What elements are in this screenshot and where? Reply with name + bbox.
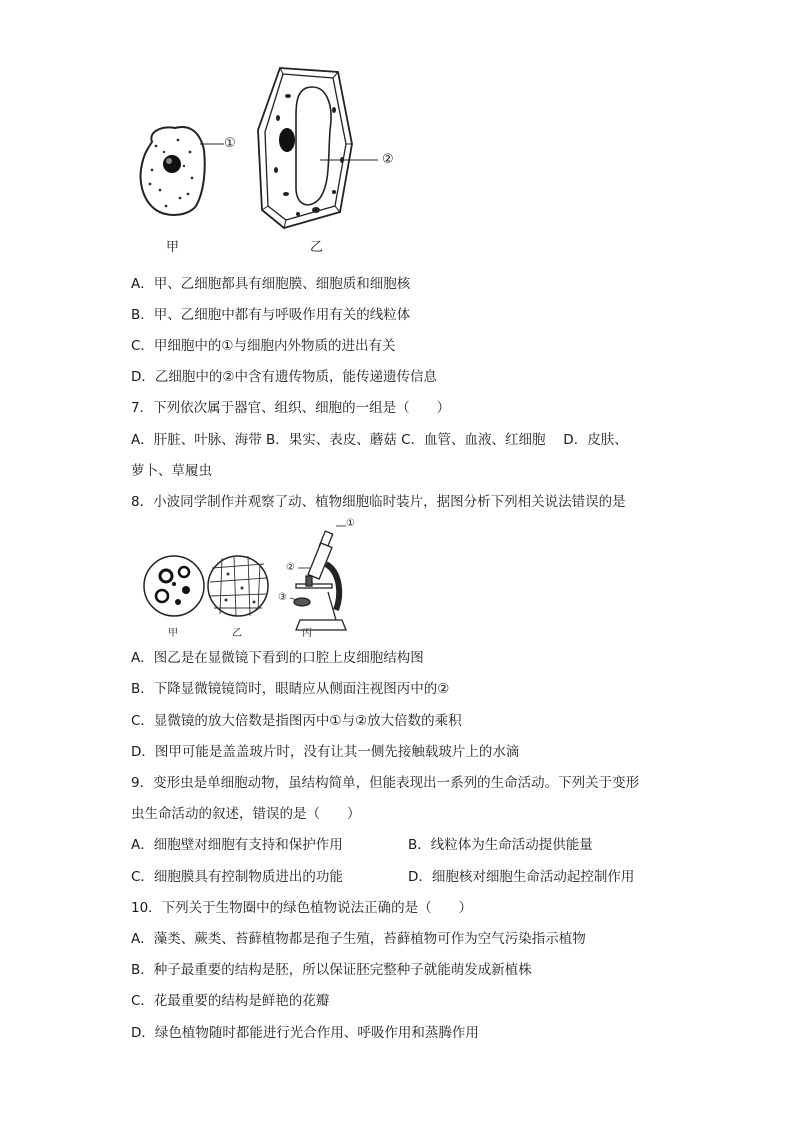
mic-marker-1: ① bbox=[346, 518, 355, 529]
q8-option-d: D．图甲可能是盖盖玻片时，没有让其一侧先接触载玻片上的水滴 bbox=[131, 744, 520, 760]
q9-stem-line1: 9．变形虫是单细胞动物，虽结构简单，但能表现出一系列的生命活动。下列关于变形 bbox=[131, 775, 640, 791]
fig-label-yi: 乙 bbox=[232, 628, 242, 639]
q8-option-a: A．图乙是在显微镜下看到的口腔上皮细胞结构图 bbox=[131, 650, 424, 666]
label-yi: 乙 bbox=[310, 240, 324, 255]
cell-figure bbox=[120, 60, 420, 260]
q9-option-a: A．细胞壁对细胞有支持和保护作用 bbox=[131, 837, 343, 853]
q10-option-d: D．绿色植物随时都能进行光合作用、呼吸作用和蒸腾作用 bbox=[131, 1025, 479, 1041]
q6-option-c: C．甲细胞中的①与细胞内外物质的进出有关 bbox=[131, 338, 396, 354]
marker-2: ② bbox=[382, 152, 394, 167]
fig-label-bing: 丙 bbox=[302, 628, 312, 639]
q8-stem: 8．小波同学制作并观察了动、植物细胞临时装片，据图分析下列相关说法错误的是 bbox=[131, 494, 626, 510]
q8-option-b: B．下降显微镜镜筒时，眼睛应从侧面注视图丙中的② bbox=[131, 681, 450, 697]
microscope-figure bbox=[140, 518, 370, 642]
mic-marker-2: ② bbox=[286, 562, 295, 573]
q10-option-b: B．种子最重要的结构是胚，所以保证胚完整种子就能萌发成新植株 bbox=[131, 962, 532, 978]
plant-cell bbox=[258, 68, 378, 228]
q10-option-c: C．花最重要的结构是鲜艳的花瓣 bbox=[131, 993, 330, 1009]
animal-cell bbox=[141, 127, 224, 215]
q10-option-a: A．藻类、蕨类、苔藓植物都是孢子生殖，苔藓植物可作为空气污染指示植物 bbox=[131, 931, 586, 947]
q7-options-line2: 萝卜、草履虫 bbox=[131, 463, 212, 479]
q9-option-c: C．细胞膜具有控制物质进出的功能 bbox=[131, 869, 343, 885]
mic-marker-3: ③ bbox=[278, 592, 287, 603]
q6-option-b: B．甲、乙细胞中都有与呼吸作用有关的线粒体 bbox=[131, 307, 411, 323]
q7-stem: 7．下列依次属于器官、组织、细胞的一组是（ ） bbox=[131, 400, 451, 416]
q9-stem-line2: 虫生命活动的叙述，错误的是（ ） bbox=[131, 806, 361, 822]
view-yi bbox=[208, 556, 268, 616]
q9-option-d: D．细胞核对细胞生命活动起控制作用 bbox=[408, 869, 635, 885]
label-jia: 甲 bbox=[166, 240, 180, 255]
q6-option-a: A．甲、乙细胞都具有细胞膜、细胞质和细胞核 bbox=[131, 276, 411, 292]
q6-option-d: D．乙细胞中的②中含有遗传物质，能传递遗传信息 bbox=[131, 369, 437, 385]
microscope bbox=[290, 526, 346, 630]
marker-1: ① bbox=[224, 136, 236, 151]
q10-stem: 10．下列关于生物圈中的绿色植物说法正确的是（ ） bbox=[131, 900, 473, 916]
view-jia bbox=[144, 556, 204, 616]
fig-label-jia: 甲 bbox=[168, 628, 178, 639]
cell-figure-drawing bbox=[120, 60, 420, 260]
q9-option-b: B．线粒体为生命活动提供能量 bbox=[408, 837, 593, 853]
q8-option-c: C．显微镜的放大倍数是指图丙中①与②放大倍数的乘积 bbox=[131, 713, 462, 729]
q7-options-line1: A．肝脏、叶脉、海带 B．果实、表皮、蘑菇 C．血管、血液、红细胞 D．皮肤、 bbox=[131, 432, 628, 448]
